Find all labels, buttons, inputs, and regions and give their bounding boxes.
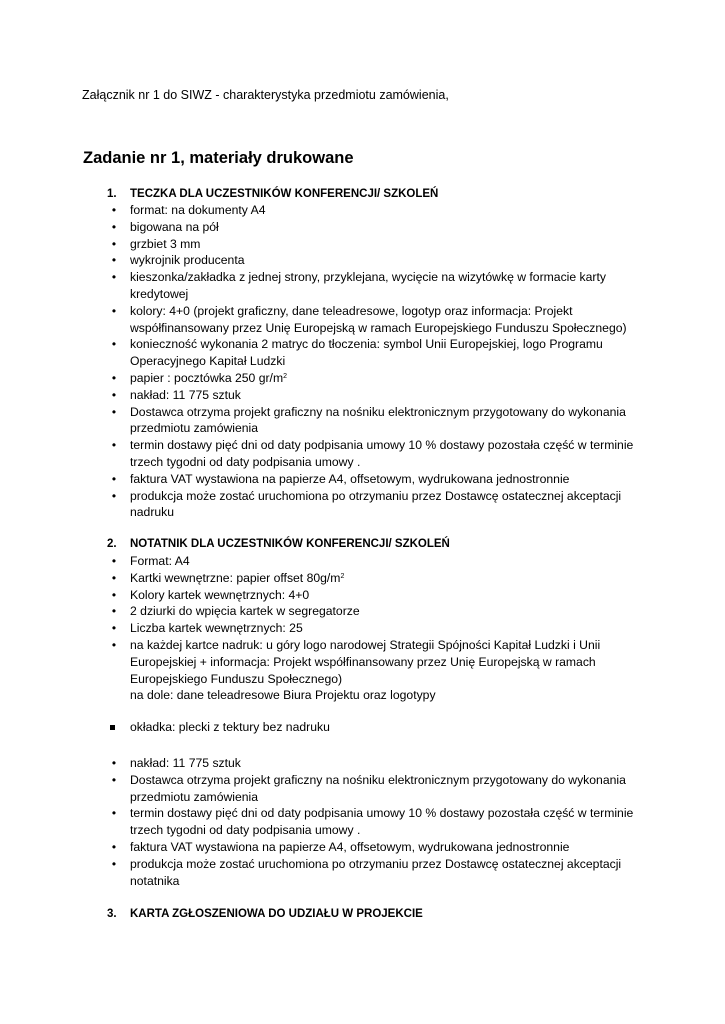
section-2-list-continued: [0, 755, 725, 889]
bullet-icon: •: [111, 488, 117, 503]
bullet-icon: •: [111, 219, 117, 234]
list-item: • faktura VAT wystawiona na papierze A4, offsetowym, wydrukowana jednostronnie: [0, 839, 642, 856]
section-2-list: [0, 553, 725, 704]
list-item: • nakład: 11 775 sztuk: [0, 755, 642, 772]
bullet-icon: •: [111, 303, 117, 318]
section-1-title-text: TECZKA DLA UCZESTNIKÓW KONFERENCJI/ SZKOLEŃ: [130, 188, 439, 200]
section-3-number: 3.: [107, 908, 117, 920]
list-item: • Kartki wewnętrzne: papier offset $80g/m^2$: [0, 570, 642, 587]
list-item: • Dostawca otrzyma projekt graficzny na nośniku elektronicznym przygotowany do wykonania przedmiotu zamówienia: [0, 404, 642, 438]
list-item: • produkcja może zostać uruchomiona po otrzymaniu przez Dostawcę ostatecznej akceptacji notatnika: [0, 856, 642, 890]
bullet-icon: •: [111, 856, 117, 871]
section-1-list: [0, 202, 725, 521]
bullet-icon: •: [111, 253, 117, 268]
bullet-icon: •: [111, 756, 117, 770]
document-header: Załącznik nr 1 do SIWZ - charakterystyka przedmiotu zamówienia,: [82, 88, 449, 102]
superscript: 2: [340, 572, 345, 580]
list-item: • produkcja może zostać uruchomiona po otrzymaniu przez Dostawcę ostatecznej akceptacji nadruku: [0, 488, 642, 522]
list-item: • grzbiet 3 mm: [0, 236, 642, 253]
list-item: • konieczność wykonania 2 matryc do tłoczenia: symbol Unii Europejskiej, logo Programu Operacyjnego Kapitał Ludzki: [0, 336, 642, 370]
list-item: • faktura VAT wystawiona na papierze A4, offsetowym, wydrukowana jednostronnie: [0, 471, 642, 488]
list-item: • wykrojnik producenta: [0, 252, 642, 269]
section-1-number: 1.: [107, 188, 117, 200]
list-item: • termin dostawy pięć dni od daty podpisania umowy 10 % dostawy pozostała część w terminie trzech tygodni od daty podpisania umowy .: [0, 437, 642, 471]
bullet-icon: •: [111, 637, 117, 652]
bullet-icon: •: [111, 839, 117, 854]
list-item: • kieszonka/zakładka z jednej strony, przyklejana, wycięcie na wizytówkę w formacie karty kredytowej: [0, 269, 642, 303]
section-3-title-text: KARTA ZGŁOSZENIOWA DO UDZIAŁU W PROJEKCIE: [130, 908, 423, 920]
bullet-icon: •: [111, 404, 117, 419]
list-item: • 2 dziurki do wpięcia kartek w segregatorze: [0, 603, 642, 620]
bullet-icon: •: [111, 587, 117, 602]
list-item: • papier : pocztówka 250 $gr/m^2$: [0, 370, 642, 387]
list-item: • kolory: 4+0 (projekt graficzny, dane teleadresowe, logotyp oraz informacja: Projekt współfinansowany przez Unię Europejską w ramach Europejskiego Funduszu Społecznego): [0, 303, 642, 337]
list-item: • Format: A4: [0, 553, 642, 570]
bullet-icon: •: [111, 772, 117, 787]
section-2-title: [107, 536, 450, 552]
section-2-number: 2.: [107, 538, 117, 550]
section-1-title: [107, 186, 438, 202]
bullet-icon: •: [111, 438, 117, 453]
section-2-square-list: [0, 719, 725, 736]
list-item-extra-line: na dole: dane teleadresowe Biura Projektu oraz logotypy: [130, 688, 436, 703]
bullet-icon: •: [111, 570, 117, 585]
bullet-icon: •: [111, 203, 117, 217]
bullet-icon: •: [111, 621, 117, 636]
list-item: • bigowana na pół: [0, 219, 642, 236]
list-item: • termin dostawy pięć dni od daty podpisania umowy 10 % dostawy pozostała część w terminie trzech tygodni od daty podpisania umowy .: [0, 805, 642, 839]
bullet-icon: •: [111, 554, 117, 568]
list-item: • nakład: 11 775 sztuk: [0, 387, 642, 404]
list-item: okładka: plecki z tektury bez nadruku: [0, 719, 642, 736]
bullet-icon: •: [111, 370, 117, 385]
bullet-icon: •: [111, 337, 117, 352]
bullet-icon: •: [111, 387, 117, 402]
list-item: • na każdej kartce nadruk: u góry logo narodowej Strategii Spójności Kapitał Ludzki i Unii Europejskiej + informacja: Projekt współfinansowany przez Unię Europejską w ramach Europejskiego Funduszu Społecznego) na dole: dane teleadresowe Biura Projektu oraz logotypy: [0, 637, 642, 704]
section-3-title: [107, 906, 423, 922]
task-heading: Zadanie nr 1, materiały drukowane: [83, 149, 354, 167]
bullet-icon: •: [111, 471, 117, 486]
superscript: 2: [283, 372, 288, 380]
list-item: • format: na dokumenty A4: [0, 202, 642, 219]
square-bullet-icon: [110, 725, 115, 730]
list-item: • Kolory kartek wewnętrznych: 4+0: [0, 587, 642, 604]
bullet-icon: •: [111, 236, 117, 251]
list-item: • Liczba kartek wewnętrznych: 25: [0, 620, 642, 637]
bullet-icon: •: [111, 806, 117, 821]
section-2-title-text: NOTATNIK DLA UCZESTNIKÓW KONFERENCJI/ SZKOLEŃ: [130, 538, 450, 550]
list-item: • Dostawca otrzyma projekt graficzny na nośniku elektronicznym przygotowany do wykonania przedmiotu zamówienia: [0, 772, 642, 806]
bullet-icon: •: [111, 270, 117, 285]
bullet-icon: •: [111, 604, 117, 619]
